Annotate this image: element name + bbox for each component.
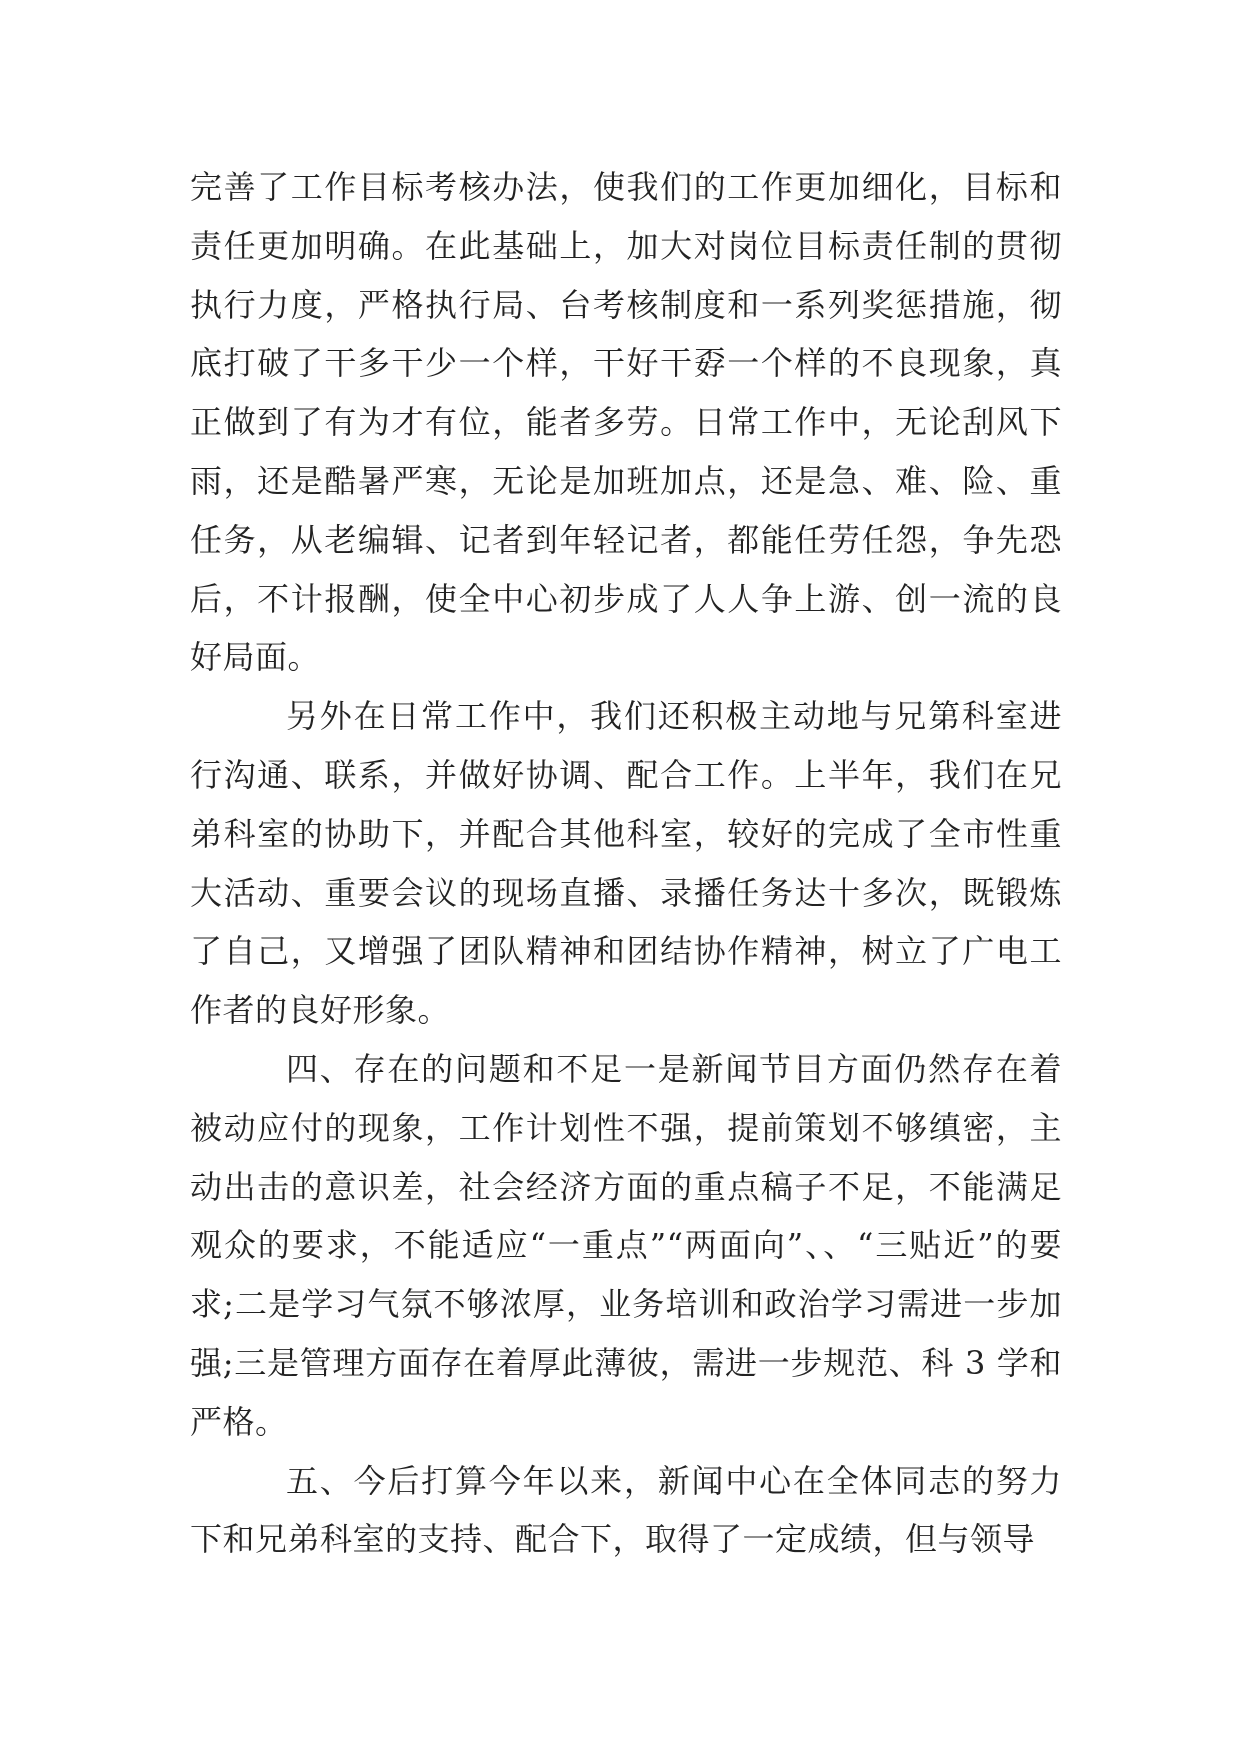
- paragraph-coordination: 另外在日常工作中，我们还积极主动地与兄第科室进行沟通、联系，并做好协调、配合工作。上半年，我们在兄弟科室的协助下，并配合其他科室，较好的完成了全市性重大活动、重要会议的现场直播、录播任务达十多次，既锻炼了自己，又增强了团队精神和团结协作精神，树立了广电工作者的良好形象。: [190, 697, 1062, 1030]
- paragraph-problems: 四、存在的问题和不足一是新闻节目方面仍然存在着被动应付的现象，工作计划性不强，提前策划不够缜密，主动出击的意识差，社会经济方面的重点稿子不足，不能满足观众的要求，不能适应“一重点”“两面向”、、“三贴近”的要求;二是学习气氛不够浓厚，业务培训和政治学习需进一步加强;三是管理方面存在着厚此薄彼，需进一步规范、科 3 学和严格。: [190, 1049, 1062, 1441]
- document-body: [190, 158, 1062, 1569]
- paragraph-future-plans: 五、今后打算今年以来，新闻中心在全体同志的努力下和兄弟科室的支持、配合下，取得了一定成绩，但与领导: [190, 1461, 1062, 1559]
- paragraph-target-responsibility: 完善了工作目标考核办法，使我们的工作更加细化，目标和责任更加明确。在此基础上，加大对岗位目标责任制的贯彻执行力度，严格执行局、台考核制度和一系列奖惩措施，彻底打破了干多干少一个样，干好干孬一个样的不良现象，真正做到了有为才有位，能者多劳。日常工作中，无论刮风下雨，还是酷暑严寒，无论是加班加点，还是急、难、险、重任务，从老编辑、记者到年轻记者，都能任劳任怨，争先恐后，不计报酬，使全中心初步成了人人争上游、创一流的良好局面。: [190, 168, 1062, 677]
